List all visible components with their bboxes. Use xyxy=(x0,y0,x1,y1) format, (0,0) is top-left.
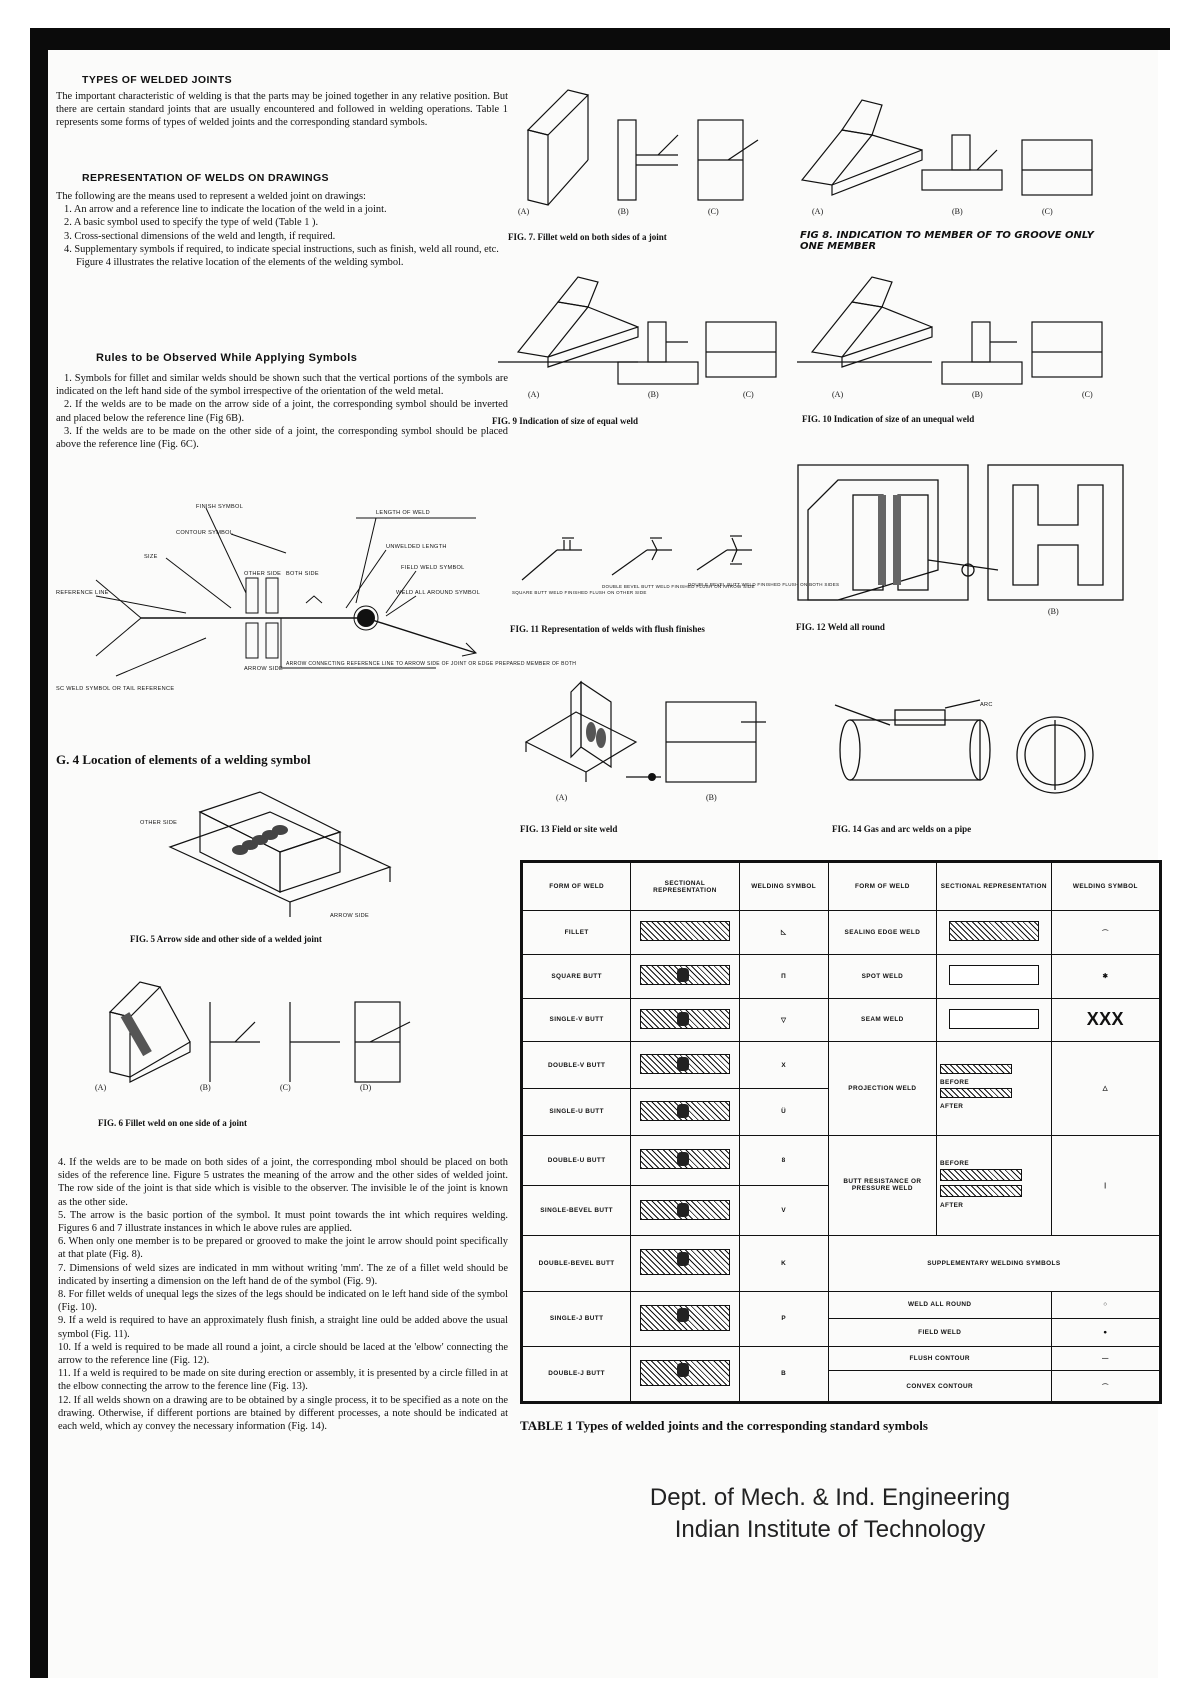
sectional-representation xyxy=(640,1305,730,1331)
representation-item: Figure 4 illustrates the relative location of the elements of the welding symbol. xyxy=(76,257,404,269)
table-row xyxy=(523,1236,1160,1291)
fig9-label: (B) xyxy=(648,390,659,399)
fig4-label: WELD ALL AROUND SYMBOL xyxy=(396,590,481,596)
butt-after-label: AFTER xyxy=(940,1202,964,1210)
representation-lead: The following are the means used to represent a welded joint on drawings: xyxy=(56,191,366,202)
section-rules xyxy=(56,352,508,451)
fig5-label: ARROW SIDE xyxy=(330,913,370,919)
representation-text xyxy=(56,190,508,269)
fig9-label: (C) xyxy=(743,390,754,399)
weld-form: SINGLE-J BUTT xyxy=(523,1291,631,1346)
weld-symbol: K xyxy=(739,1236,828,1291)
fig13-drawing xyxy=(516,672,776,812)
projection-before-label: BEFORE xyxy=(940,1079,970,1087)
fig5-drawing xyxy=(140,772,400,922)
fig11-caption: FIG. 11 Representation of welds with flush finishes xyxy=(510,624,705,634)
sectional-representation xyxy=(940,1169,1022,1181)
rule-item: 2. If the welds are to be made on the arrow side of a joint, the corresponding symbol should be inverted and placed below the reference line (Fig 6B). xyxy=(56,399,508,424)
weld-form: SQUARE BUTT xyxy=(523,954,631,998)
weld-symbol: | xyxy=(1051,1135,1159,1236)
fig4-label: UNWELDED LENGTH xyxy=(386,544,447,550)
fig4-label: SC WELD SYMBOL OR TAIL REFERENCE xyxy=(56,686,175,692)
fig9-label: (A) xyxy=(528,390,540,399)
field-weld-symbol: ● xyxy=(1051,1319,1159,1347)
rule-item: 12. If all welds shown on a drawing are to be obtained by a single process, it to be specified as a note on the drawing. Otherwise, if different portions are btained by different processes, a note should be indicated at each weld, which ay convey the necessary information (Fig. 14). xyxy=(58,1394,508,1433)
fig11-drawing xyxy=(512,520,840,610)
table-row xyxy=(523,1346,1160,1371)
fig8-label: (C) xyxy=(1042,207,1053,216)
fig12-caption: FIG. 12 Weld all round xyxy=(796,622,885,632)
fig10-label: (B) xyxy=(972,390,983,399)
table-header-row xyxy=(523,863,1160,911)
table-header: FORM OF WELD xyxy=(523,863,631,911)
weld-symbol: Π xyxy=(739,954,828,998)
weld-symbol: X xyxy=(739,1042,828,1089)
department-name: Dept. of Mech. & Ind. Engineering xyxy=(649,1484,1011,1511)
fig8-caption: FIG 8. INDICATION TO MEMBER OF TO GROOVE ONLY ONE MEMBER xyxy=(800,230,1094,252)
butt-before-label: BEFORE xyxy=(940,1160,970,1168)
rule-item: 3. If the welds are to be made on the other side of a joint, the corresponding symbol should be placed above the reference line (Fig. 6C). xyxy=(56,425,508,451)
weld-form: BUTT RESISTANCE OR PRESSURE WELD xyxy=(828,1135,936,1236)
fig7-label: (A) xyxy=(518,207,530,216)
rule-item: 8. For fillet welds of unequal legs the sizes of the legs should be indicated on le left hand side of the symbol (Fig. 10). xyxy=(58,1289,508,1314)
fig4-symbol-diagram xyxy=(56,498,577,708)
fig4-label: LENGTH OF WELD xyxy=(376,510,430,516)
fig12-drawing xyxy=(798,450,1138,620)
table-header: WELDING SYMBOL xyxy=(739,863,828,911)
table-header: SECTIONAL REPRESENTATION xyxy=(937,863,1052,911)
fig13-caption: FIG. 13 Field or site weld xyxy=(520,824,618,834)
sectional-representation xyxy=(640,1249,730,1275)
sectional-representation xyxy=(640,921,730,941)
field-weld-icon xyxy=(357,609,375,627)
weld-form: DOUBLE-V BUTT xyxy=(523,1042,631,1089)
fig6-label: (A) xyxy=(95,1083,107,1092)
heading-types: TYPES OF WELDED JOINTS xyxy=(82,74,232,86)
weld-form: FIELD WELD xyxy=(828,1319,1051,1347)
weld-symbol: ◺ xyxy=(739,911,828,955)
department-footer xyxy=(540,1482,1120,1546)
fig13-label: (A) xyxy=(556,793,568,802)
fig14-caption: FIG. 14 Gas and arc welds on a pipe xyxy=(832,824,972,834)
section-representation xyxy=(56,172,508,269)
fig6-label: (D) xyxy=(360,1083,372,1092)
weld-form: SINGLE-U BUTT xyxy=(523,1088,631,1135)
table-row xyxy=(523,1291,1160,1319)
rule-item: 5. The arrow is the basic portion of the symbol. It must point towards the int which requires welding. Figures 6 and 7 illustrate instances in which le above rules are applied. xyxy=(58,1209,508,1235)
rule-item: 7. Dimensions of weld sizes are indicated in mm without writing 'mm'. The ze of a fillet weld should be indicated by inserting a dimension on the left hand de of the symbol (Fig. 9). xyxy=(58,1262,508,1287)
fig4-label: SIZE xyxy=(144,554,158,560)
sectional-representation xyxy=(640,1054,730,1074)
fig7-caption: FIG. 7. Fillet weld on both sides of a joint xyxy=(508,232,667,242)
fig5-label: OTHER SIDE xyxy=(140,820,178,826)
table-row xyxy=(523,911,1160,955)
weld-symbol: V xyxy=(739,1185,828,1235)
rule-item: 11. If a weld is required to be made on site during erection or assembly, it is presented by a circle filled in at the elbow connecting the arrow to the ference line (Fig. 13). xyxy=(58,1368,508,1393)
fig14-label: ARC xyxy=(980,702,993,708)
weld-form: DOUBLE-U BUTT xyxy=(523,1135,631,1185)
table-caption: TABLE 1 Types of welded joints and the corresponding standard symbols xyxy=(520,1418,928,1433)
representation-item: 2. A basic symbol used to specify the type of weld (Table 1 ). xyxy=(64,217,319,229)
fig6-caption: FIG. 6 Fillet weld on one side of a joint xyxy=(98,1118,247,1128)
weld-form: SPOT WELD xyxy=(828,954,936,998)
fig9-drawing xyxy=(488,272,788,402)
fig10-label: (C) xyxy=(1082,390,1093,399)
rules-continued xyxy=(58,1156,508,1433)
intro-paragraph: The important characteristic of welding is that the parts may be joined together in any relative position. But there are certain standard joints that are usually encountered and followed in welding operations. Table 1 represents some forms of types of welded joints and the corresponding standard symbols. xyxy=(56,91,508,129)
fig10-caption: FIG. 10 Indication of size of an unequal weld xyxy=(802,414,975,424)
fig4-label: FIELD WELD SYMBOL xyxy=(401,565,465,571)
sectional-representation xyxy=(640,1009,730,1029)
fig4-label: REFERENCE LINE xyxy=(56,590,109,596)
weld-form: SINGLE-V BUTT xyxy=(523,998,631,1042)
sectional-representation xyxy=(949,921,1039,941)
sectional-representation xyxy=(949,1009,1039,1029)
fig11-label: SQUARE BUTT WELD FINISHED FLUSH ON OTHER SIDE xyxy=(512,590,647,595)
weld-symbol: ✱ xyxy=(1051,954,1159,998)
rule-item: 9. If a weld is required to have an approximately flush finish, a straight line ould be added above the usual symbol (Fig. 11). xyxy=(58,1315,508,1340)
flush-contour-symbol: — xyxy=(1051,1346,1159,1371)
sectional-representation xyxy=(640,1149,730,1169)
institute-name: Indian Institute of Technology xyxy=(674,1516,986,1543)
weld-form: DOUBLE-J BUTT xyxy=(523,1346,631,1401)
weld-symbol: ⌒ xyxy=(1051,911,1159,955)
weld-form: SEAM WELD xyxy=(828,998,936,1042)
heading-rules: Rules to be Observed While Applying Symbols xyxy=(96,352,358,364)
section-types-of-welded-joints xyxy=(56,74,508,130)
fig12-label: (B) xyxy=(1048,607,1059,616)
weld-form: FLUSH CONTOUR xyxy=(828,1346,1051,1371)
fig5-caption: FIG. 5 Arrow side and other side of a welded joint xyxy=(130,934,322,944)
weld-symbol: B xyxy=(739,1346,828,1401)
fig4-label: BOTH SIDE xyxy=(286,571,319,577)
weld-symbol: Ü xyxy=(739,1088,828,1135)
fig4-label: ARROW SIDE xyxy=(244,666,284,672)
fig8-label: (B) xyxy=(952,207,963,216)
fig11-label: DOUBLE BEVEL BUTT WELD FINISHED FLUSH ON ARROW SIDE xyxy=(602,584,755,589)
weld-symbol: ▽ xyxy=(739,998,828,1042)
fig11-label: DOUBLE BEVEL BUTT WELD FINISHED FLUSH ON BOTH SIDES xyxy=(688,582,840,587)
sectional-representation xyxy=(640,1200,730,1220)
fig4-caption: G. 4 Location of elements of a welding symbol xyxy=(56,752,311,767)
fig6-label: (C) xyxy=(280,1083,291,1092)
fig10-drawing xyxy=(792,272,1122,402)
heading-representation: REPRESENTATION OF WELDS ON DRAWINGS xyxy=(82,172,329,184)
table-row xyxy=(523,954,1160,998)
weld-form: DOUBLE-BEVEL BUTT xyxy=(523,1236,631,1291)
fig9-caption: FIG. 9 Indication of size of equal weld xyxy=(492,416,639,426)
rule-item: 4. If the welds are to be made on both sides of a joint, the corresponding mbol should be placed on both sides of the reference line. Figure 5 ustrates the meaning of the arrow and the other sides of welded joint. The row side of the joint is that side which is visible to the observer. The invisible le of the joint is known as the other side. xyxy=(58,1157,508,1208)
sectional-representation xyxy=(640,965,730,985)
sectional-representation xyxy=(640,1360,730,1386)
fig4-label: OTHER SIDE xyxy=(244,571,282,577)
weld-form: FILLET xyxy=(523,911,631,955)
table-row xyxy=(523,1042,1160,1089)
weld-symbol: P xyxy=(739,1291,828,1346)
weld-form: CONVEX CONTOUR xyxy=(828,1371,1051,1402)
sectional-representation xyxy=(949,965,1039,985)
weld-form: SINGLE-BEVEL BUTT xyxy=(523,1185,631,1235)
fig6-drawing xyxy=(90,972,440,1092)
table-header: FORM OF WELD xyxy=(828,863,936,911)
table-header: SECTIONAL REPRESENTATION xyxy=(631,863,739,911)
supplementary-title: SUPPLEMENTARY WELDING SYMBOLS xyxy=(828,1236,1159,1291)
sectional-representation xyxy=(940,1185,1022,1197)
weld-symbol: XXX xyxy=(1051,998,1159,1042)
rule-item: 10. If a weld is required to be made all round a joint, a circle should be laced at the 'elbow' connecting the arrow to the reference line (Fig. 12). xyxy=(58,1341,508,1367)
table-row xyxy=(523,998,1160,1042)
representation-item: 4. Supplementary symbols if required, to indicate special instructions, such as finish, weld all round, etc. xyxy=(64,243,499,255)
weld-symbol: 8 xyxy=(739,1135,828,1185)
representation-item: 1. An arrow and a reference line to indicate the location of the weld in a joint. xyxy=(64,204,387,216)
weld-form: PROJECTION WELD xyxy=(828,1042,936,1135)
projection-after-label: AFTER xyxy=(940,1103,964,1111)
fig8-label: (A) xyxy=(812,207,824,216)
rule-item: 6. When only one member is to be prepared or grooved to make the joint le arrow should point specifically at that plate (Fig. 8). xyxy=(58,1236,508,1261)
rule-item: 1. Symbols for fillet and similar welds should be shown such that the vertical portions of the symbols are indicated on the left hand side of the symbol irrespective of the orientation of the weld metal. xyxy=(56,373,508,398)
representation-item: 3. Cross-sectional dimensions of the weld and length, if required. xyxy=(64,230,336,242)
weld-all-round-symbol: ○ xyxy=(1051,1291,1159,1319)
fig4-label: CONTOUR SYMBOL xyxy=(176,530,234,536)
fig7-label: (C) xyxy=(708,207,719,216)
sectional-representation xyxy=(940,1064,1012,1074)
sectional-representation xyxy=(640,1101,730,1121)
scan-border-top xyxy=(30,28,1170,50)
weld-symbols-table xyxy=(520,860,1162,1404)
fig13-label: (B) xyxy=(706,793,717,802)
weld-symbol: △ xyxy=(1051,1042,1159,1135)
rules-text xyxy=(56,372,508,451)
convex-contour-symbol: ⌒ xyxy=(1051,1371,1159,1402)
fig8-drawing xyxy=(792,80,1112,220)
sectional-representation xyxy=(940,1088,1012,1098)
fig14-drawing xyxy=(830,700,1130,810)
scan-border-left xyxy=(30,28,48,1678)
fig4-label: FINISH SYMBOL xyxy=(196,504,244,510)
weld-form: WELD ALL ROUND xyxy=(828,1291,1051,1319)
weld-form: SEALING EDGE WELD xyxy=(828,911,936,955)
table-header: WELDING SYMBOL xyxy=(1051,863,1159,911)
fig10-label: (A) xyxy=(832,390,844,399)
fig6-label: (B) xyxy=(200,1083,211,1092)
table-row xyxy=(523,1135,1160,1185)
fig7-label: (B) xyxy=(618,207,629,216)
fig7-drawing xyxy=(508,80,788,220)
fig4-label: ARROW CONNECTING REFERENCE LINE TO ARROW SIDE OF JOINT OR EDGE PREPARED MEMBER OF BOTH xyxy=(286,661,577,667)
